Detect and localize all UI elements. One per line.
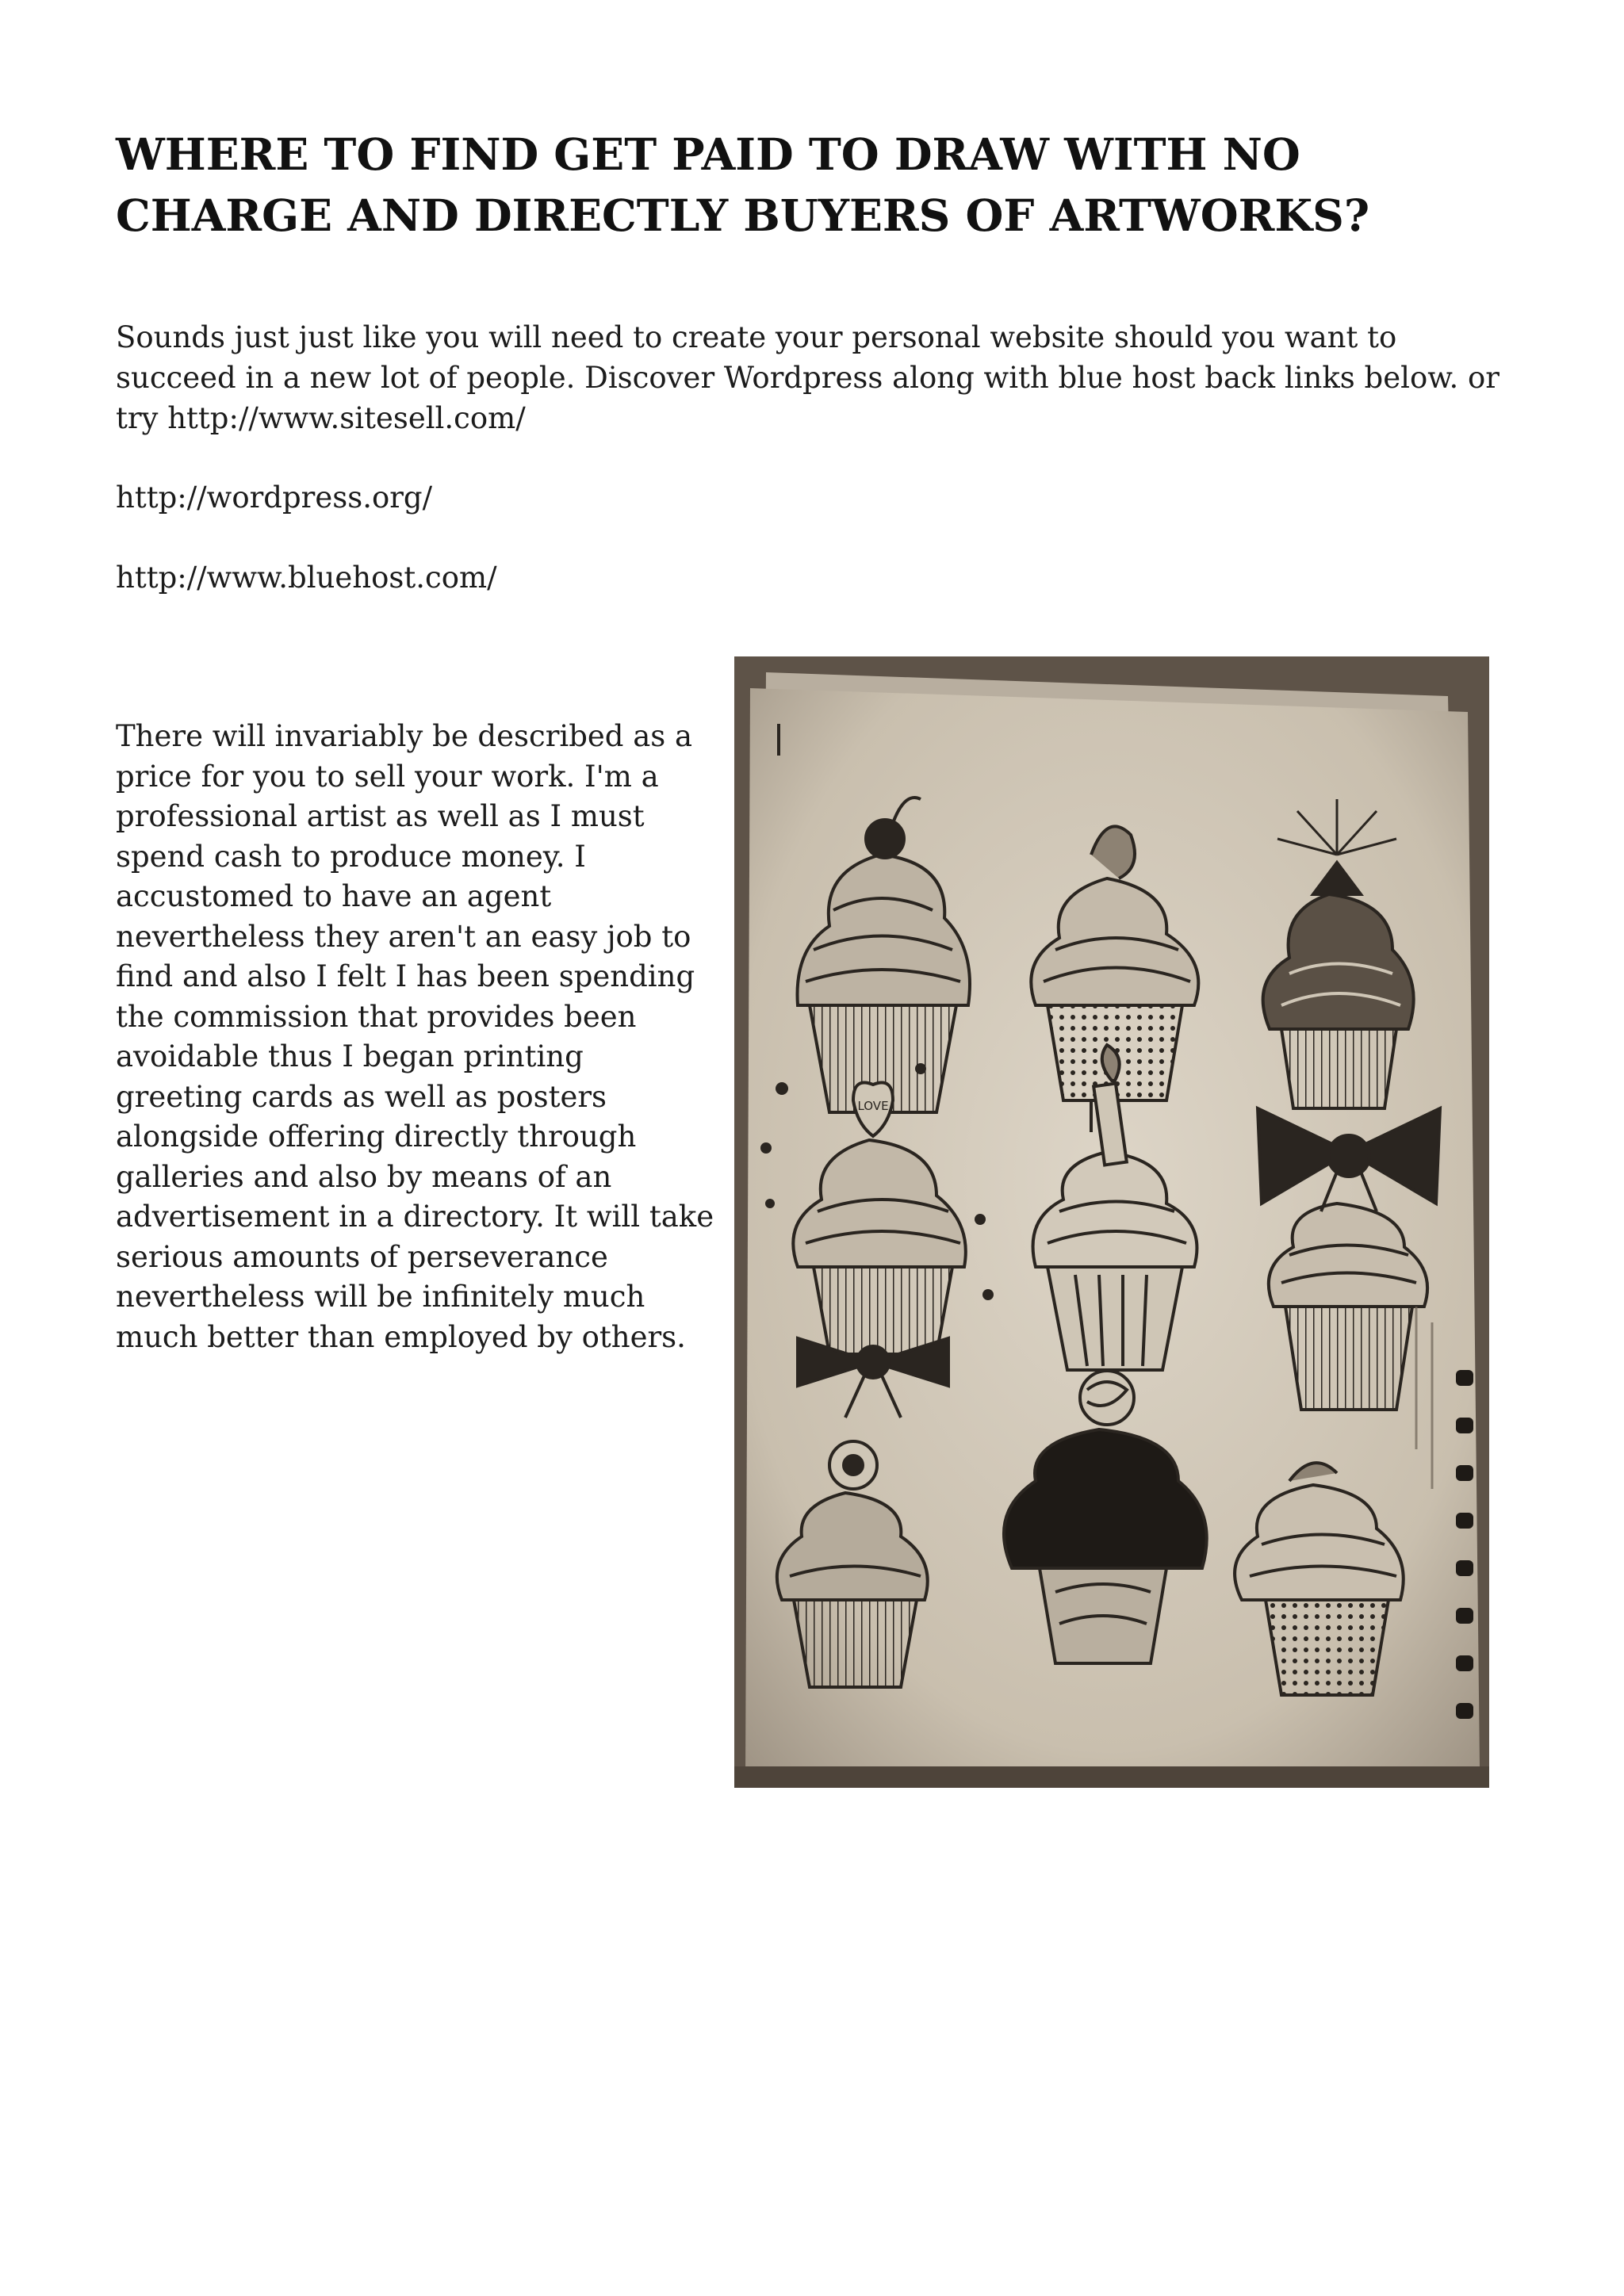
intro-paragraph: Sounds just just like you will need to create your personal website should you want to succeed in a new lot of people. Discover Wordpress along with blue host back links below. or try http://www.sitesell.com/	[116, 320, 1500, 435]
body-paragraph: There will invariably be described as a price for you to sell your work. I'm a professional artist as well as I must spend cash to produce money. I accustomed to have an agent nevertheless they aren't an easy job to find and also I felt I has been spending the commission that provides been avoidable thus I began printing greeting cards as well as posters alongside offering directly through galleries and also by means of an advertisement in a directory. It will take serious amounts of perseverance nevertheless will be infinitely much much better than employed by others.	[116, 719, 714, 1354]
love-label: LOVE	[857, 1099, 889, 1113]
page-title: WHERE TO FIND GET PAID TO DRAW WITH NO CHARGE AND DIRECTLY BUYERS OF ARTWORKS?	[116, 128, 1370, 241]
cupcake-drawing-illustration	[734, 656, 1489, 1788]
bluehost-link: http://www.bluehost.com/	[116, 561, 497, 595]
wordpress-link: http://wordpress.org/	[116, 480, 433, 515]
cupcake-drawing-photo	[734, 656, 1489, 1788]
